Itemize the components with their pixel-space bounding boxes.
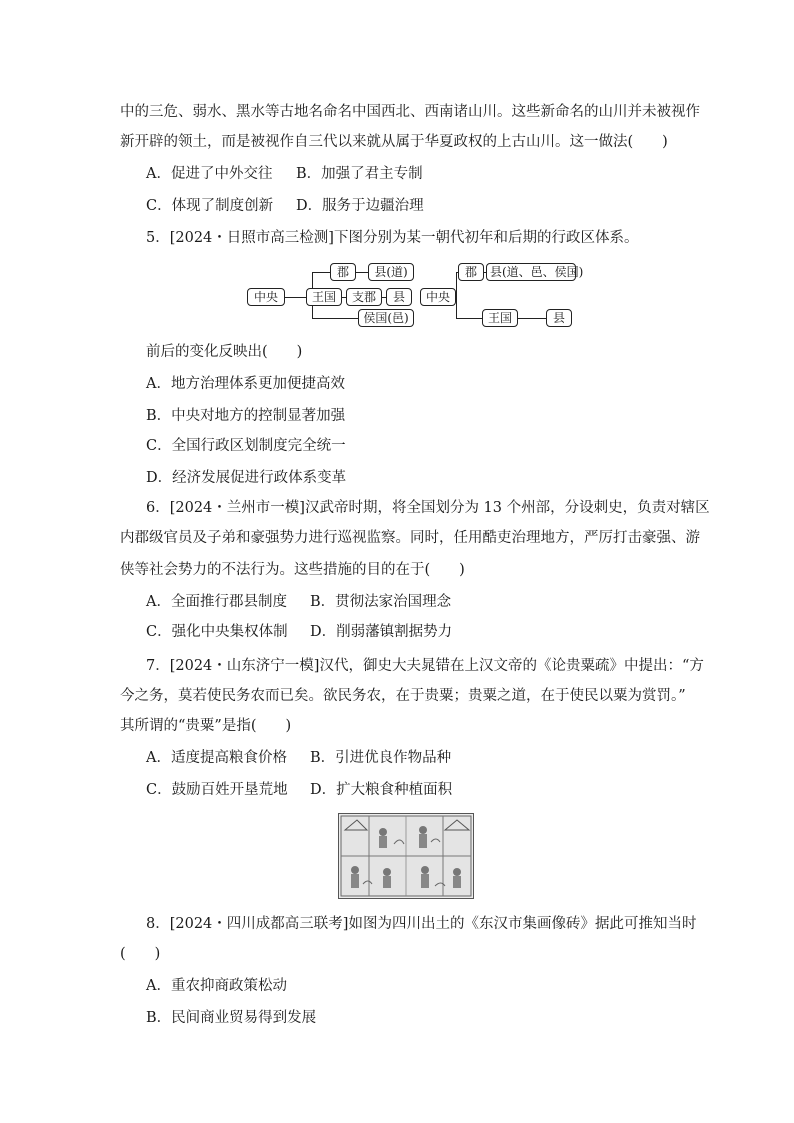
q4-text-line-1: 中的三危、弱水、黑水等古地名命名中国西北、西南诸山川。这些新命名的山川并未被视作 [120, 104, 700, 120]
node-county: 县 [546, 309, 572, 327]
q5-option-b: B．中央对地方的控制显著加强 [146, 408, 346, 424]
connector [285, 297, 307, 298]
node-central: 中央 [420, 288, 456, 306]
q7-text-line-3: 其所谓的“贵粟”是指( ) [120, 718, 292, 734]
node-county-group: 县(道、邑、侯国) [486, 263, 576, 281]
brick-relief-illustration [339, 814, 473, 898]
connector [456, 272, 457, 318]
node-kingdom: 王国 [482, 309, 518, 327]
q7-option-d: D．扩大粮食种植面积 [310, 782, 453, 798]
q8-text-line-1: 8．[2024・四川成都高三联考]如图为四川出土的《东汉市集画像砖》据此可推知当时 [146, 916, 697, 932]
connector [456, 318, 482, 319]
q6-option-d: D．削弱藩镇割据势力 [310, 624, 453, 640]
q7-text-line-2: 今之务，莫若使民务农而已矣。欲民务农，在于贵粟；贵粟之道，在于使民以粟为赏罚。” [120, 688, 686, 704]
q6-option-a: A．全面推行郡县制度 [146, 594, 287, 610]
q5-option-c: C．全国行政区划制度完全统一 [146, 438, 346, 454]
q7-option-b: B．引进优良作物品种 [310, 750, 452, 766]
q6-text-line-1: 6．[2024・兰州市一模]汉武帝时期，将全国划分为 13 个州部，分设刺史，负责对辖区 [146, 500, 710, 516]
node-central: 中央 [247, 288, 285, 306]
q6-option-b: B．贯彻法家治国理念 [310, 594, 452, 610]
q8-option-b: B．民间商业贸易得到发展 [146, 1010, 317, 1026]
q5-option-a: A．地方治理体系更加便捷高效 [146, 376, 345, 392]
q4-option-b: B．加强了君主专制 [296, 166, 423, 182]
connector [312, 272, 330, 273]
q4-option-d: D．服务于边疆治理 [296, 198, 424, 214]
node-marquisate: 侯国(邑) [358, 309, 414, 327]
q8-option-a: A．重农抑商政策松动 [146, 978, 287, 994]
q4-text-line-2: 新开辟的领土，而是被视作自三代以来就从属于华夏政权的上古山川。这一做法( ) [120, 134, 668, 150]
node-sub-commandery: 支郡 [346, 288, 382, 306]
q8-text-line-2: ( ) [120, 946, 161, 962]
q5-follow: 前后的变化反映出( ) [146, 344, 303, 360]
q7-option-a: A．适度提高粮食价格 [146, 750, 287, 766]
node-county-dao: 县(道) [368, 263, 414, 281]
node-county: 县 [386, 288, 412, 306]
q6-text-line-3: 侠等社会势力的不法行为。这些措施的目的在于( ) [120, 562, 465, 578]
q6-option-c: C．强化中央集权体制 [146, 624, 288, 640]
node-kingdom: 王国 [306, 288, 342, 306]
q7-text-line-1: 7．[2024・山东济宁一模]汉代，御史大夫晁错在上汉文帝的《论贵粟疏》中提出：“方 [146, 658, 704, 674]
node-commandery: 郡 [330, 263, 356, 281]
q5-stem: 5．[2024・日照市高三检测]下图分别为某一朝代初年和后期的行政区体系。 [146, 230, 639, 246]
connector [518, 318, 546, 319]
connector [356, 272, 368, 273]
connector [312, 318, 358, 319]
q6-text-line-2: 内郡级官员及子弟和豪强势力进行巡视监察。同时，任用酷吏治理地方，严厉打击豪强、游 [120, 530, 700, 546]
q4-option-c: C．体现了制度创新 [146, 198, 274, 214]
q7-option-c: C．鼓励百姓开垦荒地 [146, 782, 288, 798]
node-commandery: 郡 [458, 263, 484, 281]
market-brick-relief-image [338, 813, 474, 899]
q4-option-a: A．促进了中外交往 [146, 166, 273, 182]
q5-option-d: D．经济发展促进行政体系变革 [146, 470, 347, 486]
